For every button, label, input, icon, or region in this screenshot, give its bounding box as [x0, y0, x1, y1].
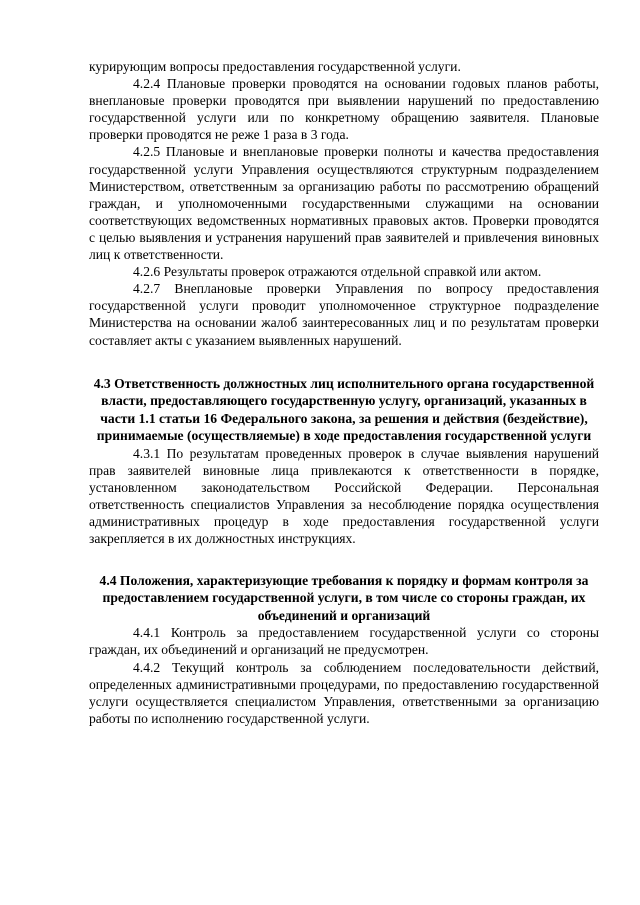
- paragraph-4-2-6: 4.2.6 Результаты проверок отражаются отдельной справкой или актом.: [133, 264, 542, 280]
- document-page: [89, 58, 599, 727]
- paragraph-4-4-2: 4.4.2 Текущий контроль за соблюдением последовательности действий, определенных административными процедурами, по предоставлению государственной услуги осуществляется специалистом Управления, ответственными за организацию работы по исполнению государственной услуги.: [89, 659, 599, 726]
- paragraph-4-2-5: 4.2.5 Плановые и внеплановые проверки полноты и качества предоставления государственной услуги Управления осуществляются структурным подразделением Министерством, ответственным за организацию работы по рассмотрению обращений граждан, и уполномоченными государственными служащими на основании соответствующих ведомственных нормативных правовых актов. Проверки проводятся с целью выявления и устранения нарушений прав заявителей и привлечения виновных лиц к ответственности.: [89, 144, 599, 263]
- paragraph-4-4-1: 4.4.1 Контроль за предоставлением государственной услуги со стороны граждан, их объединений и организаций не предусмотрен.: [89, 625, 599, 658]
- intro-line: курирующим вопросы предоставления государственной услуги.: [89, 59, 461, 74]
- paragraph-4-2-4: 4.2.4 Плановые проверки проводятся на основании годовых планов работы, внеплановые проверки проводятся при выявлении нарушений по предоставлению государственной услуги или по конкретному обращению заявителя. Плановые проверки проводятся не реже 1 раза в 3 года.: [89, 76, 599, 143]
- paragraph-4-2-7: 4.2.7 Внеплановые проверки Управления по вопросу предоставления государственной услуги проводит уполномоченное структурное подразделение Министерства на основании жалоб заинтересованных лиц и по результатам проверки составляет акты с указанием выявленных нарушений.: [89, 281, 599, 348]
- section-heading-4-3: 4.3 Ответственность должностных лиц исполнительного органа государственной власти, предоставляющего государственную услугу, организаций, указанных в части 1.1 статьи 16 Федерального закона, за решения и действия (бездействие), принимаемые (осуществляемые) в ходе предоставления государственной услуги: [93, 375, 595, 444]
- section-heading-4-4: 4.4 Положения, характеризующие требования к порядку и формам контроля за предоставлением государственной услуги, в том числе со стороны граждан, их объединений и организаций: [99, 572, 589, 623]
- paragraph-4-3-1: 4.3.1 По результатам проведенных проверок в случае выявления нарушений прав заявителей виновные лица привлекаются к ответственности в порядке, установленном законодательством Российской Федерации. Персональная ответственность специалистов Управления за несоблюдение порядка осуществления административных процедур в ходе предоставления государственной услуги закрепляется в их должностных инструкциях.: [89, 445, 599, 547]
